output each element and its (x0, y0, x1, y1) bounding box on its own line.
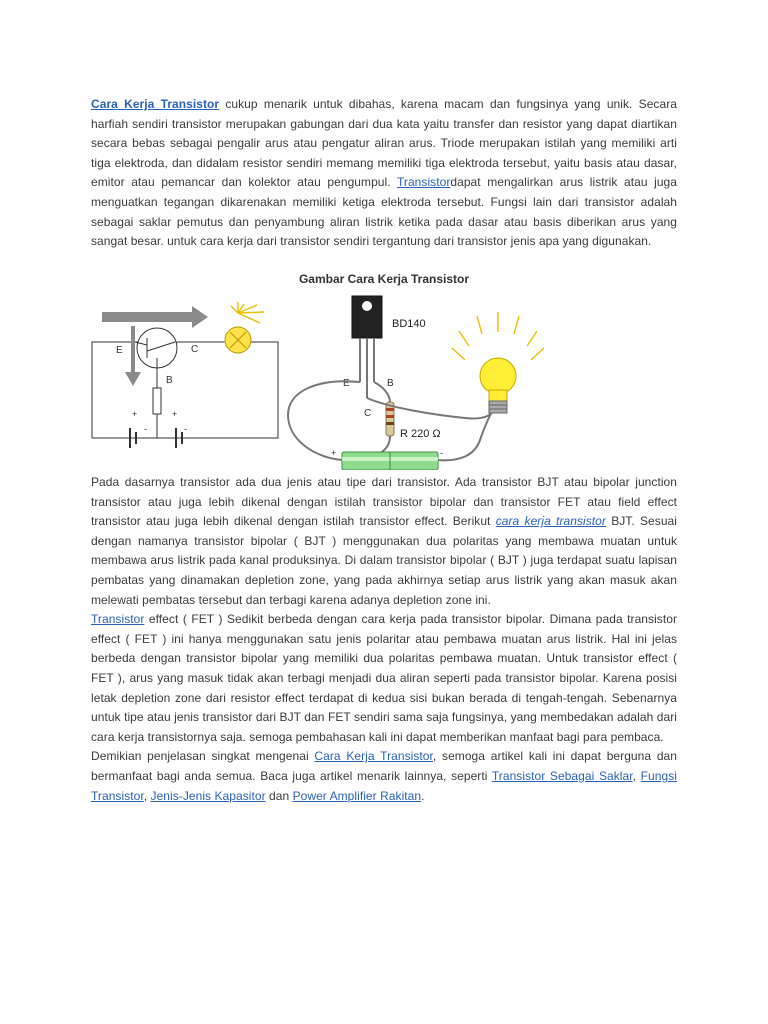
label-c-left: C (191, 344, 199, 355)
label-plus-1: + (132, 409, 138, 419)
link-cara-kerja-transistor-bold[interactable]: Cara Kerja Transistor (91, 97, 220, 111)
para4-text-1: Demikian penjelasan singkat mengenai (91, 749, 315, 764)
link-transistor-sebagai-saklar[interactable]: Transistor Sebagai Saklar (491, 768, 633, 783)
label-minus-2: - (184, 424, 187, 434)
intro-block (91, 95, 677, 252)
link-cara-kerja-transistor-italic[interactable]: cara kerja transistor (495, 514, 606, 529)
paragraph-closing (91, 747, 677, 806)
link-jenis-jenis-kapasitor[interactable]: Jenis-Jenis Kapasitor (150, 788, 266, 803)
lightbulb-icon-right (452, 312, 544, 413)
para4-text-2: , semoga artikel kali ini dapat berguna dan bermanfaat bagi anda semua. Baca juga artikel menarik lainnya, seperti (91, 749, 678, 783)
transistor-circuit-figure (90, 290, 690, 470)
para2-text-2: BJT. Sesuai dengan namanya transistor bipolar ( BJT ) menggunakan dua polaritas yang membawa muatan untuk membawa arus listrik pada kanal produksinya. Di dalam transistor bipolar ( BJT ) juga terdapat suatu lapisan pembatas yang dinamakan depletion zone, yang pada akhirnya setiap arus listrik yang akan masuk akan melewati pembatas tersebut dan terbagi karena adanya depletion zone ini. (91, 514, 677, 607)
para4-end: . (421, 788, 425, 803)
link-transistor-fet[interactable]: Transistor (91, 612, 145, 627)
para3-text: effect ( FET ) Sedikit berbeda dengan cara kerja pada transistor bipolar. Dimana pada transistor effect ( FET ) ini hanya menggunakan satu jenis polaritar atau pembawa muatan arus listrik. Hal ini jelas berbeda dengan transistor bipolar yang memiliki dua polaritas pembawa muatan. Untuk transistor effect ( FET ), arus yang masuk tidak akan terbagi menjadi dua aliran seperti pada transistor bipolar. Karena posisi letak depletion zone dari resistor effect terdapat di kedua sisi bukan berada di tengah-tengah. Sebenarnya untuk tipe atau jenis transistor dari BJT dan FET sendiri sama saja fungsinya, yang membedakan adalah dari cara kerja transistornya saja. semoga pembahasan kali ini dapat memberikan manfaat bagi para pembaca. (91, 612, 677, 744)
bd140-transistor (352, 296, 382, 398)
label-b-right: B (387, 378, 394, 389)
paragraph-bjt (91, 473, 677, 610)
label-e-left: E (116, 345, 123, 356)
para2-text-1: Pada dasarnya transistor ada dua jenis atau tipe dari transistor. Ada transistor BJT atau bipolar junction transistor atau juga lebih dikenal dengan istilah transistor bipolar dan transistor FET atau field effect transistor atau juga lebih dikenal dengan istilah transistor effect. Berikut (91, 475, 677, 529)
para4-sep-2: , (143, 788, 151, 803)
para4-sep-3: dan (265, 788, 293, 803)
para4-sep-1: , (632, 768, 641, 783)
label-c-right: C (364, 408, 372, 419)
figure-caption: Gambar Cara Kerja Transistor (298, 272, 470, 286)
link-power-amplifier-rakitan[interactable]: Power Amplifier Rakitan (292, 788, 422, 803)
intro-text-2: dapat mengalirkan arus listrik atau juga menguatkan tegangan dikarenakan memiliki ketiga elektroda tersebut. Fungsi lain dari transistor adalah sebagai saklar pemutus dan penyambung aliran listrik ketika pada dasar atau basis diberikan arus yang sangat besar. untuk cara kerja dari transistor sendiri tergantung dari transistor jenis apa yang digunakan. (91, 175, 677, 249)
intro-text-1: cukup menarik untuk dibahas, karena macam dan fungsinya yang unik. Secara harfiah sendiri transistor merupakan gabungan dari dua kata yaitu transfer dan resistor yang dapat diartikan secara bebas sebagai pengalir arus atau pengatur aliran arus. Triode merupakan istilah yang memiliki arti tiga elektroda, dan didalam resistor sendiri memang memiliki tiga elektroda tersebut, yaitu basis atau dasar, emitor atau pemancar dan kolektor atau pengumpul. (91, 97, 677, 190)
label-resistor: R 220 Ω (400, 428, 441, 440)
paragraph-fet (91, 610, 677, 747)
link-fungsi-transistor[interactable]: Fungsi Transistor (91, 768, 677, 803)
battery-icon (342, 452, 438, 470)
label-plus-3: + (331, 448, 337, 458)
lamp-icon-left (225, 302, 264, 353)
link-cara-kerja-transistor-closing[interactable]: Cara Kerja Transistor (314, 749, 433, 764)
label-minus-3: - (440, 448, 443, 458)
label-b-left: B (166, 375, 173, 386)
label-plus-2: + (172, 409, 178, 419)
label-bd140: BD140 (392, 318, 426, 330)
link-transistor[interactable]: Transistor (396, 175, 451, 190)
label-minus-1: - (144, 424, 147, 434)
intro-paragraph (91, 95, 677, 252)
label-e-right: E (343, 378, 350, 389)
body-block (91, 473, 677, 806)
